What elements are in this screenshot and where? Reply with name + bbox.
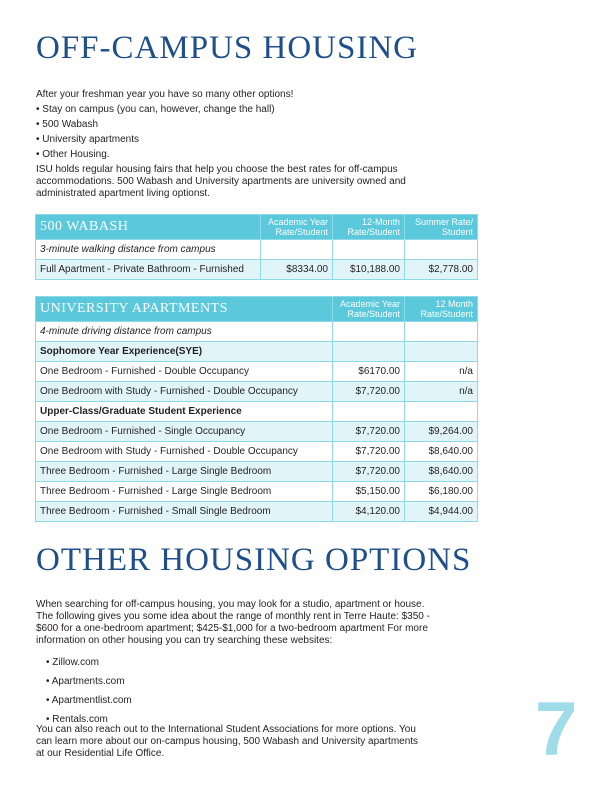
website-list-item: • Apartmentlist.com bbox=[46, 695, 132, 706]
intro-bullet: • 500 Wabash bbox=[36, 119, 99, 130]
row-label: 4-minute driving distance from campus bbox=[36, 322, 333, 342]
table-title: 500 WABASH bbox=[36, 215, 261, 240]
cell-value bbox=[405, 322, 478, 342]
cell-value bbox=[405, 342, 478, 362]
table-row bbox=[36, 362, 478, 382]
row-label: 3-minute walking distance from campus bbox=[36, 240, 261, 260]
cell-value: $8,640.00 bbox=[405, 442, 478, 462]
section-title: OTHER HOUSING OPTIONS bbox=[36, 542, 472, 578]
website-list-item: • Apartments.com bbox=[46, 676, 125, 687]
column-header: Academic Year Rate/Student bbox=[261, 215, 333, 240]
cell-value: $8334.00 bbox=[261, 260, 333, 280]
row-label: One Bedroom - Furnished - Single Occupancy bbox=[36, 422, 333, 442]
column-header: 12-Month Rate/Student bbox=[333, 215, 405, 240]
row-label: Three Bedroom - Furnished - Small Single Bedroom bbox=[36, 502, 333, 522]
closing-paragraph: You can also reach out to the International Student Associations for more options. You can learn more about our on-campus housing, 500 Wabash and University apartments at our Residential Life Office. bbox=[36, 724, 419, 759]
table-row bbox=[36, 422, 478, 442]
table-row bbox=[36, 482, 478, 502]
row-label: One Bedroom with Study - Furnished - Double Occupancy bbox=[36, 442, 333, 462]
university-apartments-rate-table bbox=[35, 296, 478, 522]
table-row bbox=[36, 462, 478, 482]
intro-lead: After your freshman year you have so many other options! bbox=[36, 89, 294, 100]
cell-value bbox=[261, 240, 333, 260]
cell-value: n/a bbox=[405, 362, 478, 382]
table-row bbox=[36, 402, 478, 422]
column-header: Academic Year Rate/Student bbox=[333, 297, 405, 322]
cell-value: $5,150.00 bbox=[333, 482, 405, 502]
row-label: Sophomore Year Experience(SYE) bbox=[36, 342, 333, 362]
row-label: One Bedroom - Furnished - Double Occupancy bbox=[36, 362, 333, 382]
intro-bullet: • University apartments bbox=[36, 134, 139, 145]
other-paragraph: When searching for off-campus housing, you may look for a studio, apartment or house. The following gives you some idea about the range of monthly rent in Terre Haute: $350 - $600 for a one-bedroom apartment; $425-$1,000 for a two-bedroom apartment For more information on other housing you can try searching these websites: bbox=[36, 599, 430, 646]
cell-value: $7,720.00 bbox=[333, 462, 405, 482]
row-label: Upper-Class/Graduate Student Experience bbox=[36, 402, 333, 422]
row-label: One Bedroom with Study - Furnished - Double Occupancy bbox=[36, 382, 333, 402]
cell-value: $6,180.00 bbox=[405, 482, 478, 502]
row-label: Three Bedroom - Furnished - Large Single Bedroom bbox=[36, 482, 333, 502]
cell-value: $10,188.00 bbox=[333, 260, 405, 280]
table-row bbox=[36, 342, 478, 362]
table-row bbox=[36, 382, 478, 402]
table-title: UNIVERSITY APARTMENTS bbox=[36, 297, 333, 322]
cell-value: $8,640.00 bbox=[405, 462, 478, 482]
row-label: Three Bedroom - Furnished - Large Single Bedroom bbox=[36, 462, 333, 482]
cell-value: $7,720.00 bbox=[333, 382, 405, 402]
cell-value: n/a bbox=[405, 382, 478, 402]
cell-value: $4,944.00 bbox=[405, 502, 478, 522]
page-title: OFF-CAMPUS HOUSING bbox=[36, 30, 418, 66]
cell-value: $4,120.00 bbox=[333, 502, 405, 522]
other-housing-section bbox=[36, 599, 436, 729]
intro-section bbox=[36, 87, 436, 200]
column-header: 12 Month Rate/Student bbox=[405, 297, 478, 322]
table-row bbox=[36, 442, 478, 462]
row-label: Full Apartment - Private Bathroom - Furnished bbox=[36, 260, 261, 280]
cell-value: $2,778.00 bbox=[405, 260, 478, 280]
table-header-row bbox=[36, 215, 478, 240]
cell-value: $7,720.00 bbox=[333, 422, 405, 442]
intro-paragraph: ISU holds regular housing fairs that help you choose the best rates for off-campus accommodations. 500 Wabash and University apartments are university owned and administrated apartment living optionst. bbox=[36, 164, 406, 199]
website-list-item: • Rentals.com bbox=[46, 714, 108, 725]
table-row bbox=[36, 322, 478, 342]
cell-value: $9,264.00 bbox=[405, 422, 478, 442]
table-row bbox=[36, 502, 478, 522]
column-header: Summer Rate/ Student bbox=[405, 215, 478, 240]
table-row bbox=[36, 260, 478, 280]
cell-value bbox=[405, 402, 478, 422]
intro-bullet: • Stay on campus (you can, however, change the hall) bbox=[36, 104, 275, 115]
table-row bbox=[36, 240, 478, 260]
wabash-rate-table bbox=[35, 214, 478, 280]
cell-value bbox=[333, 240, 405, 260]
cell-value: $7,720.00 bbox=[333, 442, 405, 462]
website-list-item: • Zillow.com bbox=[46, 657, 99, 668]
cell-value bbox=[333, 342, 405, 362]
cell-value bbox=[333, 322, 405, 342]
table-header-row bbox=[36, 297, 478, 322]
intro-bullet: • Other Housing. bbox=[36, 149, 110, 160]
cell-value bbox=[333, 402, 405, 422]
cell-value bbox=[405, 240, 478, 260]
page-number: 7 bbox=[535, 687, 578, 772]
cell-value: $6170.00 bbox=[333, 362, 405, 382]
